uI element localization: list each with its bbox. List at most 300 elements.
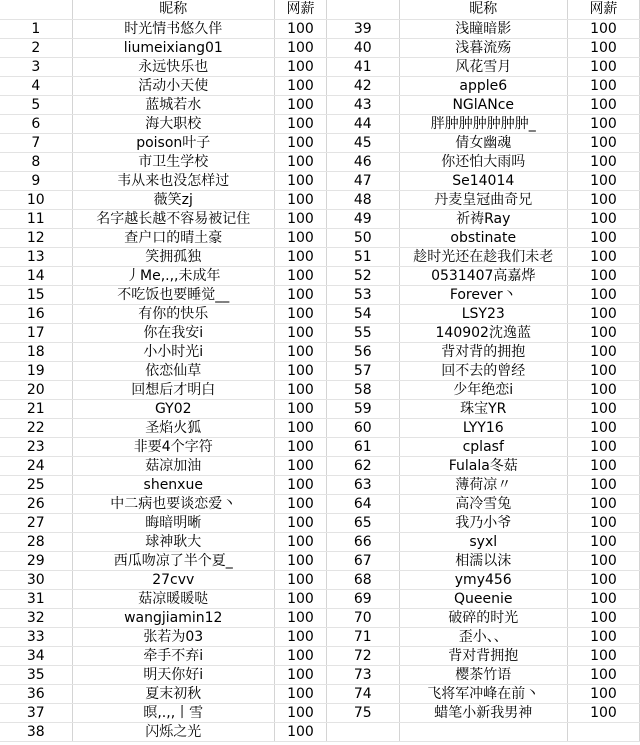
salary-cell[interactable]: 100 <box>274 647 326 666</box>
id-cell[interactable]: 14 <box>0 267 72 286</box>
id-cell[interactable]: 3 <box>0 58 72 77</box>
table-row <box>327 324 640 343</box>
name-cell[interactable]: 夏末初秋 <box>72 685 274 704</box>
name-cell[interactable]: 蓝城若水 <box>72 96 274 115</box>
name-cell[interactable]: 你还怕大雨吗 <box>399 153 567 172</box>
salary-cell[interactable]: 100 <box>274 96 326 115</box>
name-cell[interactable]: 时光情书悠久伴 <box>72 20 274 39</box>
salary-cell[interactable]: 100 <box>567 609 639 628</box>
table-row <box>327 552 640 571</box>
salary-cell[interactable]: 100 <box>274 134 326 153</box>
salary-cell[interactable]: 100 <box>567 248 639 267</box>
id-cell[interactable]: 5 <box>0 96 72 115</box>
name-cell[interactable]: 丹麦皇冠曲奇兄 <box>399 191 567 210</box>
table-row <box>327 229 640 248</box>
id-cell[interactable]: 40 <box>327 39 399 58</box>
name-cell[interactable]: LYY16 <box>399 419 567 438</box>
id-cell[interactable]: 28 <box>0 533 72 552</box>
empty-cell[interactable] <box>327 723 399 742</box>
name-cell[interactable]: 歪小、、 <box>399 628 567 647</box>
table-row <box>0 286 327 305</box>
id-cell[interactable]: 34 <box>0 647 72 666</box>
id-cell[interactable]: 44 <box>327 115 399 134</box>
header-row <box>327 0 640 20</box>
table-row <box>327 419 640 438</box>
table-row <box>327 248 640 267</box>
name-cell[interactable]: 倩女幽魂 <box>399 134 567 153</box>
name-cell[interactable]: liumeixiang01 <box>72 39 274 58</box>
name-cell[interactable]: 我乃小爷 <box>399 514 567 533</box>
table-row <box>327 343 640 362</box>
name-cell[interactable]: 少年绝恋i <box>399 381 567 400</box>
salary-cell[interactable]: 100 <box>567 666 639 685</box>
table-row <box>0 533 327 552</box>
table-row <box>0 647 327 666</box>
table-row <box>0 704 327 723</box>
name-cell[interactable]: 暝,.,,丨雪 <box>72 704 274 723</box>
salary-cell[interactable]: 100 <box>274 115 326 134</box>
name-cell[interactable]: 不吃饭也要睡觉__ <box>72 286 274 305</box>
id-cell[interactable]: 49 <box>327 210 399 229</box>
salary-cell[interactable]: 100 <box>567 96 639 115</box>
name-cell[interactable]: 回想后才明白 <box>72 381 274 400</box>
name-cell[interactable]: 圣焰火狐 <box>72 419 274 438</box>
salary-cell[interactable]: 100 <box>274 210 326 229</box>
empty-cell[interactable] <box>567 723 639 742</box>
salary-cell[interactable]: 100 <box>274 571 326 590</box>
id-cell[interactable]: 2 <box>0 39 72 58</box>
name-cell[interactable]: 相濡以沫 <box>399 552 567 571</box>
name-cell[interactable]: 名字越长越不容易被记住 <box>72 210 274 229</box>
table-row <box>0 248 327 267</box>
salary-cell[interactable]: 100 <box>567 571 639 590</box>
id-cell[interactable]: 43 <box>327 96 399 115</box>
salary-cell[interactable]: 100 <box>567 134 639 153</box>
name-cell[interactable]: 祈祷Ray <box>399 210 567 229</box>
salary-cell[interactable]: 100 <box>274 362 326 381</box>
salary-cell[interactable]: 100 <box>567 172 639 191</box>
name-cell[interactable]: 小小时光i <box>72 343 274 362</box>
id-cell[interactable]: 65 <box>327 514 399 533</box>
id-cell[interactable]: 8 <box>0 153 72 172</box>
table-row <box>327 39 640 58</box>
table-row <box>0 419 327 438</box>
table-row <box>0 58 327 77</box>
table-row <box>327 685 640 704</box>
header-id-cell[interactable] <box>0 0 72 20</box>
name-cell[interactable]: 薄荷凉〃 <box>399 476 567 495</box>
id-cell[interactable]: 68 <box>327 571 399 590</box>
id-cell[interactable]: 9 <box>0 172 72 191</box>
name-cell[interactable]: 27cvv <box>72 571 274 590</box>
id-cell[interactable]: 21 <box>0 400 72 419</box>
table-row <box>327 381 640 400</box>
salary-cell[interactable]: 100 <box>274 400 326 419</box>
name-cell[interactable]: 浅暮流殇 <box>399 39 567 58</box>
id-cell[interactable]: 11 <box>0 210 72 229</box>
name-cell[interactable]: 飞将军冲峰在前丶 <box>399 685 567 704</box>
table-row <box>0 628 327 647</box>
salary-cell[interactable]: 100 <box>567 514 639 533</box>
name-cell[interactable]: 胖肿肿肿肿肿肿_ <box>399 115 567 134</box>
name-cell[interactable]: poison叶子 <box>72 134 274 153</box>
salary-cell[interactable]: 100 <box>567 495 639 514</box>
name-cell[interactable]: 牵手不弃i <box>72 647 274 666</box>
id-cell[interactable]: 37 <box>0 704 72 723</box>
id-cell[interactable]: 58 <box>327 381 399 400</box>
table-row <box>0 96 327 115</box>
id-cell[interactable]: 39 <box>327 20 399 39</box>
name-cell[interactable]: 中二病也要谈恋爱丶 <box>72 495 274 514</box>
table-row <box>0 134 327 153</box>
id-cell[interactable]: 7 <box>0 134 72 153</box>
table-row <box>0 571 327 590</box>
id-cell[interactable]: 16 <box>0 305 72 324</box>
id-cell[interactable]: 25 <box>0 476 72 495</box>
id-cell[interactable]: 24 <box>0 457 72 476</box>
id-cell[interactable]: 41 <box>327 58 399 77</box>
id-cell[interactable]: 48 <box>327 191 399 210</box>
id-cell[interactable]: 52 <box>327 267 399 286</box>
salary-cell[interactable]: 100 <box>274 419 326 438</box>
id-cell[interactable]: 61 <box>327 438 399 457</box>
salary-cell[interactable]: 100 <box>274 495 326 514</box>
salary-cell[interactable]: 100 <box>567 267 639 286</box>
salary-cell[interactable]: 100 <box>567 476 639 495</box>
salary-cell[interactable]: 100 <box>567 20 639 39</box>
table-row <box>0 115 327 134</box>
table-row <box>0 267 327 286</box>
salary-cell[interactable]: 100 <box>274 590 326 609</box>
salary-cell[interactable]: 100 <box>274 666 326 685</box>
table-row <box>327 191 640 210</box>
salary-cell[interactable]: 100 <box>274 77 326 96</box>
id-cell[interactable]: 75 <box>327 704 399 723</box>
salary-cell[interactable]: 100 <box>274 723 326 742</box>
id-cell[interactable]: 73 <box>327 666 399 685</box>
name-cell[interactable]: Se14014 <box>399 172 567 191</box>
id-cell[interactable]: 15 <box>0 286 72 305</box>
name-cell[interactable]: 晦暗明晰 <box>72 514 274 533</box>
name-cell[interactable]: apple6 <box>399 77 567 96</box>
table-row <box>0 362 327 381</box>
salary-cell[interactable]: 100 <box>274 172 326 191</box>
header-salary-cell[interactable]: 网薪 <box>274 0 326 20</box>
header-name-cell[interactable]: 昵称 <box>72 0 274 20</box>
id-cell[interactable]: 45 <box>327 134 399 153</box>
name-cell[interactable]: 趁时光还在趁我们未老 <box>399 248 567 267</box>
name-cell[interactable]: 浅瞳暗影 <box>399 20 567 39</box>
id-cell[interactable]: 47 <box>327 172 399 191</box>
name-cell[interactable]: 活动小天使 <box>72 77 274 96</box>
table-row <box>0 191 327 210</box>
id-cell[interactable]: 36 <box>0 685 72 704</box>
table-row <box>327 362 640 381</box>
id-cell[interactable]: 33 <box>0 628 72 647</box>
table-row <box>0 77 327 96</box>
id-cell[interactable]: 57 <box>327 362 399 381</box>
salary-cell[interactable]: 100 <box>274 628 326 647</box>
id-cell[interactable]: 63 <box>327 476 399 495</box>
id-cell[interactable]: 19 <box>0 362 72 381</box>
table-row <box>327 533 640 552</box>
id-cell[interactable]: 30 <box>0 571 72 590</box>
salary-cell[interactable]: 100 <box>567 58 639 77</box>
table-row <box>0 685 327 704</box>
name-cell[interactable]: 薇笑zj <box>72 191 274 210</box>
id-cell[interactable]: 55 <box>327 324 399 343</box>
id-cell[interactable]: 1 <box>0 20 72 39</box>
id-cell[interactable]: 4 <box>0 77 72 96</box>
table-row <box>0 457 327 476</box>
salary-cell[interactable]: 100 <box>274 438 326 457</box>
name-cell[interactable]: ymy456 <box>399 571 567 590</box>
id-cell[interactable]: 70 <box>327 609 399 628</box>
name-cell[interactable]: shenxue <box>72 476 274 495</box>
table-row <box>0 723 327 742</box>
id-cell[interactable]: 31 <box>0 590 72 609</box>
salary-cell[interactable]: 100 <box>274 476 326 495</box>
table-row <box>0 172 327 191</box>
id-cell[interactable]: 54 <box>327 305 399 324</box>
id-cell[interactable]: 50 <box>327 229 399 248</box>
id-cell[interactable]: 67 <box>327 552 399 571</box>
table-row <box>327 609 640 628</box>
table-row <box>327 153 640 172</box>
table-row <box>327 77 640 96</box>
name-cell[interactable]: 非要4个字符 <box>72 438 274 457</box>
table-row <box>327 210 640 229</box>
salary-cell[interactable]: 100 <box>274 533 326 552</box>
name-cell[interactable]: GY02 <box>72 400 274 419</box>
table-row <box>0 476 327 495</box>
name-cell[interactable]: 菇凉加油 <box>72 457 274 476</box>
id-cell[interactable]: 74 <box>327 685 399 704</box>
table-row <box>327 267 640 286</box>
table-row <box>0 324 327 343</box>
salary-cell[interactable]: 100 <box>567 362 639 381</box>
name-cell[interactable]: Fulala冬菇 <box>399 457 567 476</box>
table-row <box>327 666 640 685</box>
name-cell[interactable]: 依恋仙草 <box>72 362 274 381</box>
salary-cell[interactable]: 100 <box>274 305 326 324</box>
salary-cell[interactable]: 100 <box>274 381 326 400</box>
table-row <box>0 666 327 685</box>
id-cell[interactable]: 18 <box>0 343 72 362</box>
header-name-cell[interactable]: 昵称 <box>399 0 567 20</box>
name-cell[interactable]: 回不去的曾经 <box>399 362 567 381</box>
table-row <box>0 39 327 58</box>
salary-cell[interactable]: 100 <box>274 191 326 210</box>
table-right <box>327 0 640 742</box>
salary-cell[interactable]: 100 <box>567 419 639 438</box>
salary-cell[interactable]: 100 <box>567 305 639 324</box>
salary-cell[interactable]: 100 <box>274 286 326 305</box>
table-row <box>327 20 640 39</box>
salary-cell[interactable]: 100 <box>567 590 639 609</box>
salary-cell[interactable]: 100 <box>274 267 326 286</box>
name-cell[interactable]: 风花雪月 <box>399 58 567 77</box>
name-cell[interactable]: 0531407高嘉烨 <box>399 267 567 286</box>
salary-cell[interactable]: 100 <box>567 39 639 58</box>
name-cell[interactable]: LSY23 <box>399 305 567 324</box>
name-cell[interactable]: 韦从来也没怎样过 <box>72 172 274 191</box>
header-salary-cell[interactable]: 网薪 <box>567 0 639 20</box>
salary-cell[interactable]: 100 <box>274 39 326 58</box>
table-row <box>327 704 640 723</box>
id-cell[interactable]: 71 <box>327 628 399 647</box>
table-row <box>327 438 640 457</box>
id-cell[interactable]: 46 <box>327 153 399 172</box>
table-row <box>327 172 640 191</box>
salary-cell[interactable]: 100 <box>274 609 326 628</box>
id-cell[interactable]: 29 <box>0 552 72 571</box>
name-cell[interactable]: 查户口的晴土豪 <box>72 229 274 248</box>
id-cell[interactable]: 51 <box>327 248 399 267</box>
id-cell[interactable]: 26 <box>0 495 72 514</box>
salary-cell[interactable]: 100 <box>274 685 326 704</box>
id-cell[interactable]: 12 <box>0 229 72 248</box>
salary-cell[interactable]: 100 <box>274 704 326 723</box>
id-cell[interactable]: 66 <box>327 533 399 552</box>
name-cell[interactable]: 背对背拥抱 <box>399 647 567 666</box>
id-cell[interactable]: 35 <box>0 666 72 685</box>
id-cell[interactable]: 38 <box>0 723 72 742</box>
name-cell[interactable]: 丿Me,.,,未成年 <box>72 267 274 286</box>
salary-cell[interactable]: 100 <box>567 381 639 400</box>
table-row <box>0 305 327 324</box>
salary-cell[interactable]: 100 <box>567 286 639 305</box>
salary-cell[interactable]: 100 <box>274 343 326 362</box>
id-cell[interactable]: 69 <box>327 590 399 609</box>
salary-cell[interactable]: 100 <box>567 704 639 723</box>
table-row <box>327 590 640 609</box>
name-cell[interactable]: 破碎的时光 <box>399 609 567 628</box>
name-cell[interactable]: 140902沈逸蓝 <box>399 324 567 343</box>
id-cell[interactable]: 64 <box>327 495 399 514</box>
name-cell[interactable]: 市卫生学校 <box>72 153 274 172</box>
id-cell[interactable]: 72 <box>327 647 399 666</box>
salary-cell[interactable]: 100 <box>274 248 326 267</box>
table-row <box>0 438 327 457</box>
table-row <box>0 343 327 362</box>
name-cell[interactable]: wangjiamin12 <box>72 609 274 628</box>
table-row <box>0 400 327 419</box>
header-id-cell[interactable] <box>327 0 399 20</box>
name-cell[interactable]: 永远快乐也 <box>72 58 274 77</box>
salary-cell[interactable]: 100 <box>567 438 639 457</box>
salary-cell[interactable]: 100 <box>274 552 326 571</box>
name-cell[interactable]: 背对背的拥抱 <box>399 343 567 362</box>
id-cell[interactable]: 17 <box>0 324 72 343</box>
id-cell[interactable]: 10 <box>0 191 72 210</box>
name-cell[interactable]: 蜡笔小新我男神 <box>399 704 567 723</box>
name-cell[interactable]: syxl <box>399 533 567 552</box>
empty-row <box>327 723 640 742</box>
table-row <box>0 514 327 533</box>
name-cell[interactable]: 珠宝YR <box>399 400 567 419</box>
salary-cell[interactable]: 100 <box>274 229 326 248</box>
salary-cell[interactable]: 100 <box>567 685 639 704</box>
id-cell[interactable]: 27 <box>0 514 72 533</box>
name-cell[interactable]: Queenie <box>399 590 567 609</box>
id-cell[interactable]: 62 <box>327 457 399 476</box>
name-cell[interactable]: 球神耿大 <box>72 533 274 552</box>
salary-cell[interactable]: 100 <box>567 628 639 647</box>
id-cell[interactable]: 23 <box>0 438 72 457</box>
name-cell[interactable]: NGlANce <box>399 96 567 115</box>
table-row <box>327 514 640 533</box>
salary-cell[interactable]: 100 <box>567 533 639 552</box>
id-cell[interactable]: 22 <box>0 419 72 438</box>
table-row <box>327 400 640 419</box>
table-row <box>327 495 640 514</box>
salary-cell[interactable]: 100 <box>274 153 326 172</box>
id-cell[interactable]: 20 <box>0 381 72 400</box>
salary-cell[interactable]: 100 <box>274 457 326 476</box>
salary-cell[interactable]: 100 <box>567 115 639 134</box>
salary-cell[interactable]: 100 <box>567 324 639 343</box>
id-cell[interactable]: 42 <box>327 77 399 96</box>
table-row <box>0 590 327 609</box>
table-row <box>327 286 640 305</box>
table-row <box>0 153 327 172</box>
id-cell[interactable]: 6 <box>0 115 72 134</box>
id-cell[interactable]: 59 <box>327 400 399 419</box>
name-cell[interactable]: 张若为03 <box>72 628 274 647</box>
id-cell[interactable]: 32 <box>0 609 72 628</box>
name-cell[interactable]: cplasf <box>399 438 567 457</box>
table-row <box>327 476 640 495</box>
name-cell[interactable]: 笑拥孤独 <box>72 248 274 267</box>
salary-cell[interactable]: 100 <box>274 324 326 343</box>
name-cell[interactable]: 明天你好i <box>72 666 274 685</box>
table-row <box>327 134 640 153</box>
salary-cell[interactable]: 100 <box>567 457 639 476</box>
name-cell[interactable]: 海大职校 <box>72 115 274 134</box>
table-row <box>327 457 640 476</box>
id-cell[interactable]: 13 <box>0 248 72 267</box>
name-cell[interactable]: obstinate <box>399 229 567 248</box>
name-cell[interactable]: 樱茶竹语 <box>399 666 567 685</box>
empty-cell[interactable] <box>399 723 567 742</box>
id-cell[interactable]: 53 <box>327 286 399 305</box>
name-cell[interactable]: 你在我安i <box>72 324 274 343</box>
name-cell[interactable]: 菇凉暖暖哒 <box>72 590 274 609</box>
name-cell[interactable]: 闪烁之光 <box>72 723 274 742</box>
name-cell[interactable]: 有你的快乐 <box>72 305 274 324</box>
id-cell[interactable]: 60 <box>327 419 399 438</box>
name-cell[interactable]: 高冷雪兔 <box>399 495 567 514</box>
salary-cell[interactable]: 100 <box>274 58 326 77</box>
name-cell[interactable]: Forever丶 <box>399 286 567 305</box>
salary-cell[interactable]: 100 <box>567 153 639 172</box>
salary-cell[interactable]: 100 <box>274 514 326 533</box>
salary-cell[interactable]: 100 <box>567 210 639 229</box>
salary-cell[interactable]: 100 <box>567 552 639 571</box>
table-row <box>327 647 640 666</box>
salary-cell[interactable]: 100 <box>567 229 639 248</box>
id-cell[interactable]: 56 <box>327 343 399 362</box>
salary-cell[interactable]: 100 <box>567 191 639 210</box>
table-row <box>327 58 640 77</box>
salary-cell[interactable]: 100 <box>274 20 326 39</box>
salary-cell[interactable]: 100 <box>567 77 639 96</box>
salary-cell[interactable]: 100 <box>567 400 639 419</box>
salary-cell[interactable]: 100 <box>567 647 639 666</box>
salary-cell[interactable]: 100 <box>567 343 639 362</box>
name-cell[interactable]: 西瓜吻凉了半个夏_ <box>72 552 274 571</box>
